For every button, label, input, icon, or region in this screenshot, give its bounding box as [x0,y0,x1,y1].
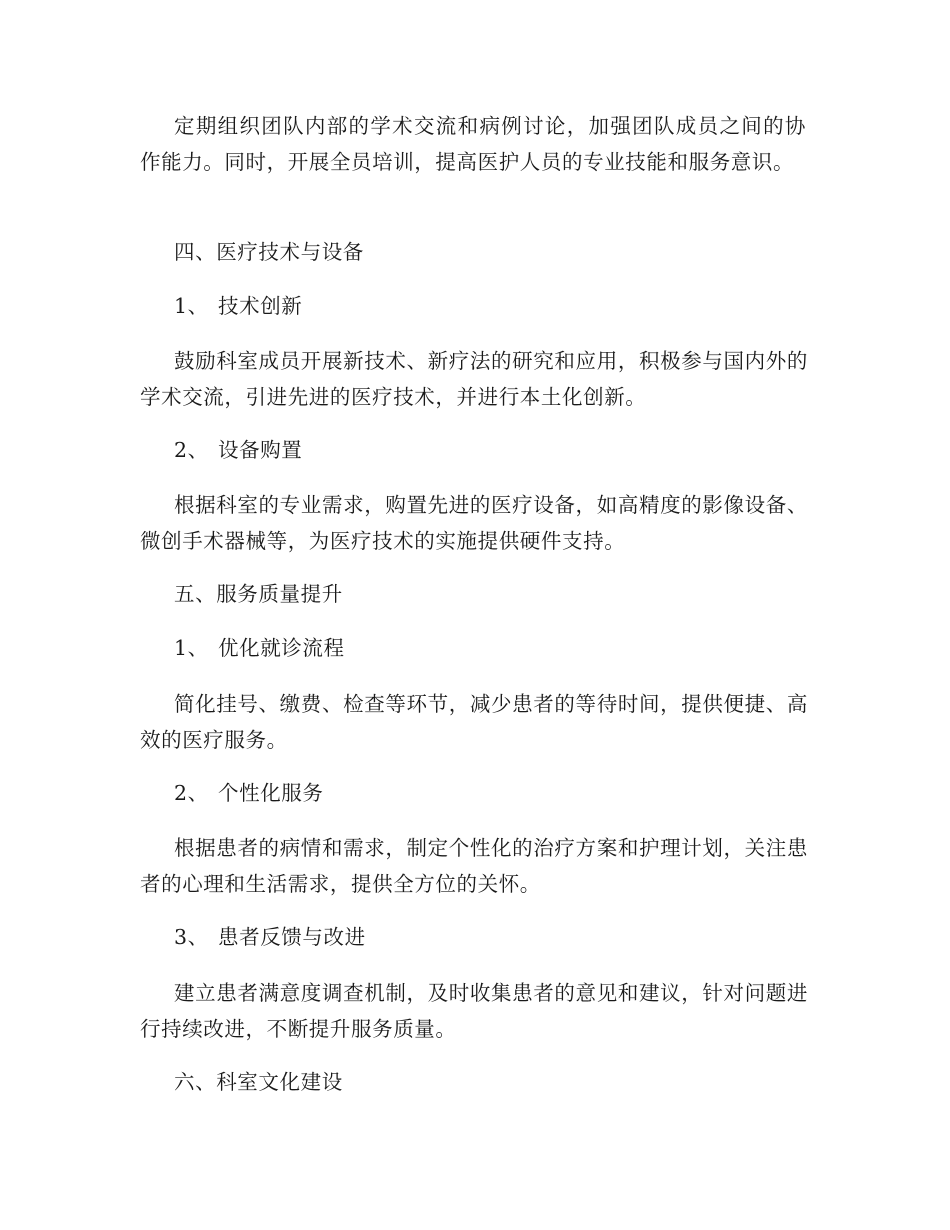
subheading-label: 个性化服务 [218,781,324,805]
subheading-personalized-service [140,775,842,811]
section-heading-medical-technology: 四、医疗技术与设备 [174,240,364,264]
section-heading-service-quality: 五、服务质量提升 [174,582,343,606]
subheading-technology-innovation [140,288,842,324]
paragraph-optimize-process: 简化挂号、缴费、检查等环节，减少患者的等待时间，提供便捷、高效的医疗服务。 [140,692,808,752]
subheading-patient-feedback [140,919,842,955]
paragraph-patient-feedback: 建立患者满意度调查机制，及时收集患者的意见和建议，针对问题进行持续改进，不断提升服务质量。 [140,981,808,1041]
list-number: 2、 [174,781,209,805]
paragraph-technology-innovation: 鼓励科室成员开展新技术、新疗法的研究和应用，积极参与国内外的学术交流，引进先进的医疗技术，并进行本土化创新。 [140,349,808,409]
subheading-equipment-purchase [140,432,842,468]
subheading-label: 患者反馈与改进 [218,925,366,949]
section-heading-department-culture: 六、科室文化建设 [174,1070,343,1094]
list-number: 2、 [174,438,209,462]
list-number: 1、 [174,294,209,318]
list-number: 1、 [174,636,209,660]
paragraph-equipment-purchase: 根据科室的专业需求，购置先进的医疗设备，如高精度的影像设备、微创手术器械等，为医疗技术的实施提供硬件支持。 [140,493,808,553]
paragraph-team-training: 定期组织团队内部的学术交流和病例讨论，加强团队成员之间的协作能力。同时，开展全员培训，提高医护人员的专业技能和服务意识。 [140,114,806,174]
list-number: 3、 [174,925,209,949]
subheading-optimize-process [140,630,842,666]
subheading-label: 优化就诊流程 [218,636,345,660]
subheading-label: 设备购置 [218,438,303,462]
subheading-label: 技术创新 [218,294,303,318]
paragraph-personalized-service: 根据患者的病情和需求，制定个性化的治疗方案和护理计划，关注患者的心理和生活需求，提供全方位的关怀。 [140,836,808,896]
